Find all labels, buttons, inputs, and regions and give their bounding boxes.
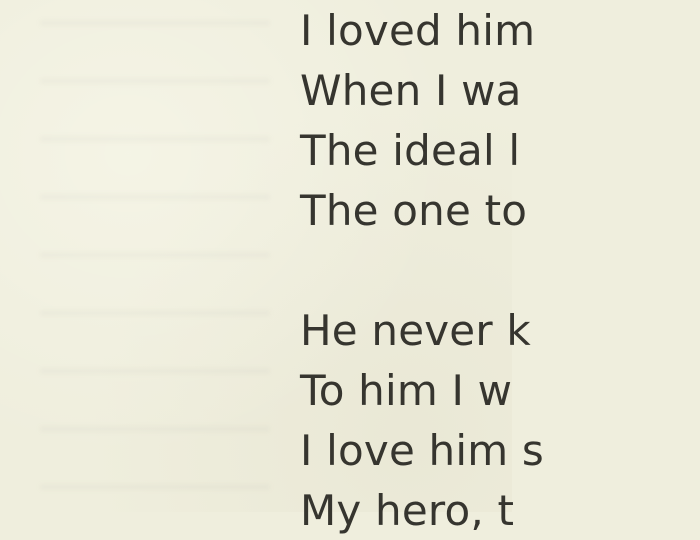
stanza-2	[300, 300, 700, 540]
poem-line: He never k	[300, 306, 531, 355]
poem-line: I loved him	[300, 6, 536, 55]
show-through-texture	[40, 10, 270, 490]
poem-line: The ideal l	[300, 126, 521, 175]
poem-line: When I wa	[300, 66, 522, 115]
poem-line: My hero, t	[300, 486, 515, 535]
poem-line: I love him s	[300, 426, 544, 475]
poem-text	[300, 0, 700, 540]
poem-line: The one to	[300, 186, 528, 235]
stanza-1	[300, 0, 700, 240]
poem-line: To him I w	[300, 366, 513, 415]
